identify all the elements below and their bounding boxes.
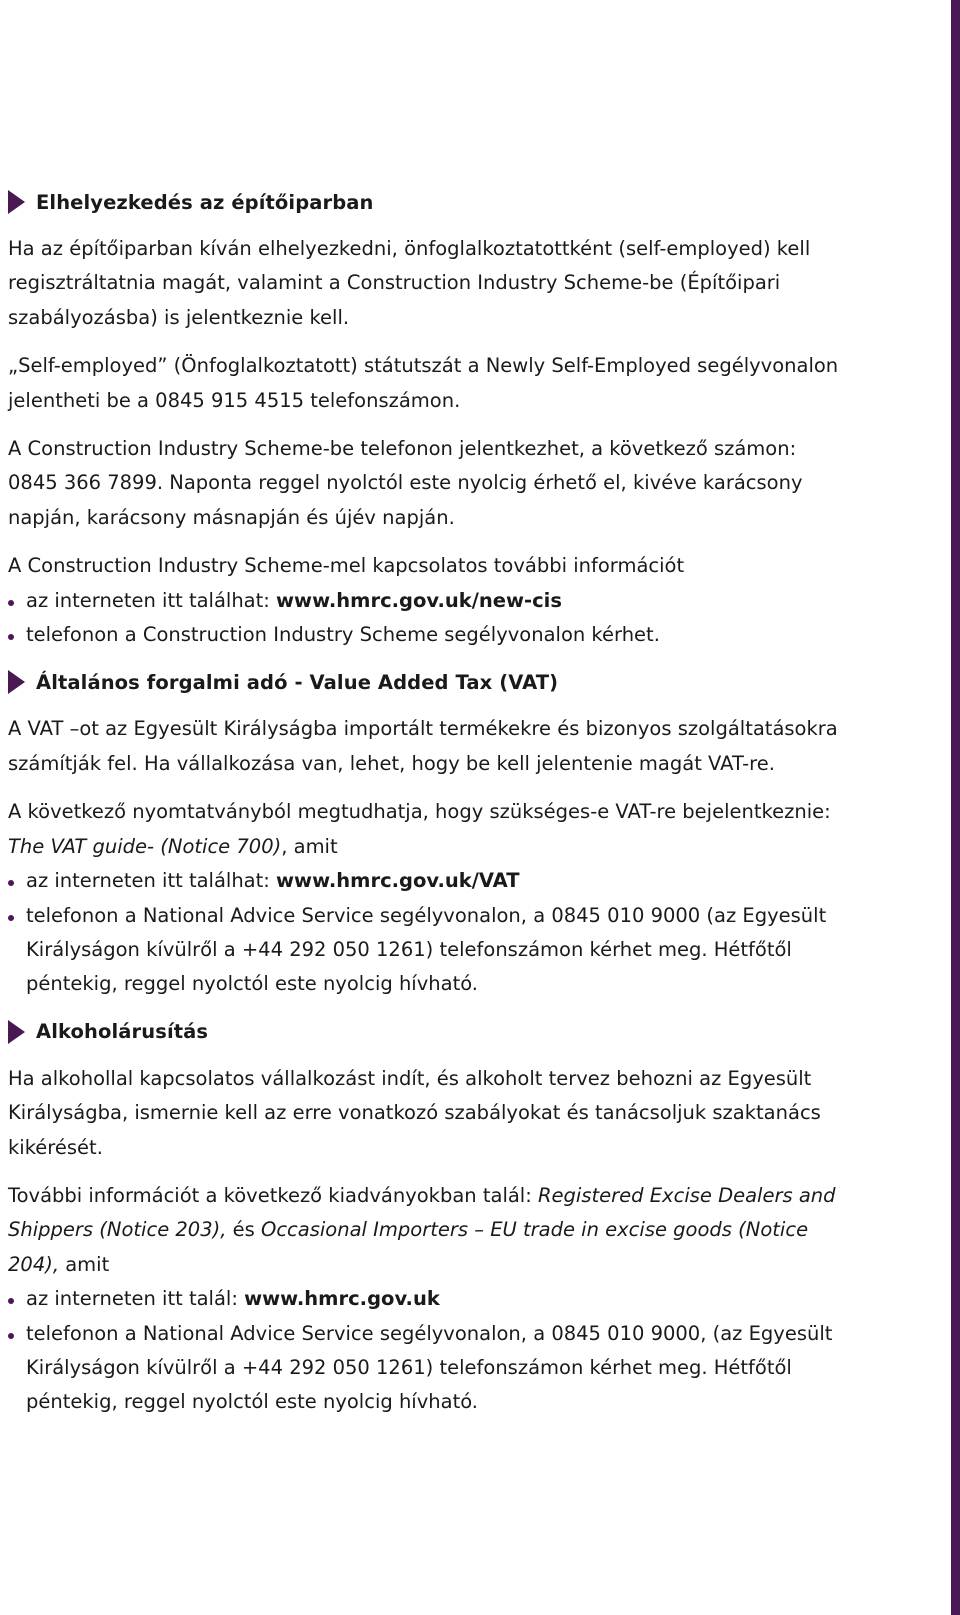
paragraph: Ha az építőiparban kíván elhelyezkedni, önfoglalkoztatottként (self-employed) kell regisztráltatnia magát, valamint a Construction Industry Scheme-be (Építőipari szabályozásba) is jelentkeznie kell. — [8, 237, 811, 329]
list-item-text: telefonon a National Advice Service segélyvonalon, a 0845 010 9000, (az Egyesült Királyságon kívülről a +44 292 050 1261) telefonszámon kérhet meg. Hétfőtől péntekig, reggel nyolctól este nyolcig hívható. — [26, 1321, 833, 1414]
link-vat[interactable]: www.hmrc.gov.uk/VAT — [276, 869, 520, 893]
paragraph-text: amit — [59, 1252, 110, 1276]
bullet-list — [8, 1282, 848, 1420]
paragraph-text: , amit — [281, 834, 338, 858]
link-hmrc[interactable]: www.hmrc.gov.uk — [244, 1287, 440, 1311]
list-item — [8, 618, 848, 652]
link-new-cis[interactable]: www.hmrc.gov.uk/new-cis — [276, 588, 562, 612]
paragraph-text: A következő nyomtatványból megtudhatja, hogy szükséges-e VAT-re bejelentkeznie: — [8, 800, 831, 824]
bullet-list — [8, 584, 848, 653]
list-item-text: az interneten itt találhat: — [26, 588, 277, 612]
paragraph: A VAT –ot az Egyesült Királyságba importált termékekre és bizonyos szolgáltatásokra számítják fel. Ha vállalkozása van, lehet, hogy be kell jelentenie magát VAT-re. — [8, 717, 838, 775]
right-edge-bar — [951, 0, 960, 1615]
paragraph — [8, 1179, 848, 1282]
list-item-text: telefonon a National Advice Service segélyvonalon, a 0845 010 9000 (az Egyesült Királyságon kívülről a +44 292 050 1261) telefonszámon kérhet meg. Hétfőtől péntekig, reggel nyolctól este nyolcig hívható. — [26, 903, 827, 996]
paragraph-text: és — [226, 1218, 261, 1242]
bullet-list — [8, 864, 848, 1002]
section-heading-construction — [8, 186, 848, 218]
triangle-bullet-icon — [8, 190, 25, 214]
publication-title: Registered Excise Dealers and Shippers (Notice 203), — [8, 1183, 836, 1242]
list-item-text: telefonon a Construction Industry Scheme segélyvonalon kérhet. — [26, 623, 660, 647]
triangle-bullet-icon — [8, 1020, 25, 1044]
list-item — [8, 1317, 848, 1420]
list-item — [8, 899, 848, 1002]
list-item — [8, 864, 848, 898]
paragraph: Ha alkohollal kapcsolatos vállalkozást indít, és alkoholt tervez behozni az Egyesült Királyságba, ismernie kell az erre vonatkozó szabályokat és tanácsoljuk szaktanács kikérését. — [8, 1066, 821, 1159]
publication-title: Occasional Importers – EU trade in excise goods (Notice 204), — [8, 1218, 809, 1276]
section-heading-alcohol — [8, 1016, 848, 1048]
paragraph: A Construction Industry Scheme-mel kapcsolatos további információt — [8, 554, 685, 578]
document-body — [8, 186, 848, 1434]
paragraph-text: További információt a következő kiadványokban talál: — [8, 1183, 538, 1207]
paragraph — [8, 795, 848, 864]
list-item-text: az interneten itt talál: — [26, 1287, 245, 1311]
section-title: Általános forgalmi adó - Value Added Tax (VAT) — [36, 670, 559, 694]
list-item — [8, 1282, 848, 1316]
section-heading-vat — [8, 666, 848, 698]
paragraph: A Construction Industry Scheme-be telefonon jelentkezhet, a következő számon: 0845 366 7899. Naponta reggel nyolctól este nyolcig érhető el, kivéve karácsony napján, karácsony másnapján és újév napján. — [8, 437, 803, 529]
paragraph: „Self-employed” (Önfoglalkoztatott) státutszát a Newly Self-Employed segélyvonalon jelentheti be a 0845 915 4515 telefonszámon. — [8, 354, 839, 412]
section-title: Alkoholárusítás — [36, 1020, 209, 1044]
triangle-bullet-icon — [8, 670, 25, 694]
section-title: Elhelyezkedés az építőiparban — [36, 190, 374, 214]
list-item — [8, 584, 848, 618]
list-item-text: az interneten itt találhat: — [26, 869, 277, 893]
publication-title: The VAT guide- (Notice 700) — [8, 834, 282, 858]
